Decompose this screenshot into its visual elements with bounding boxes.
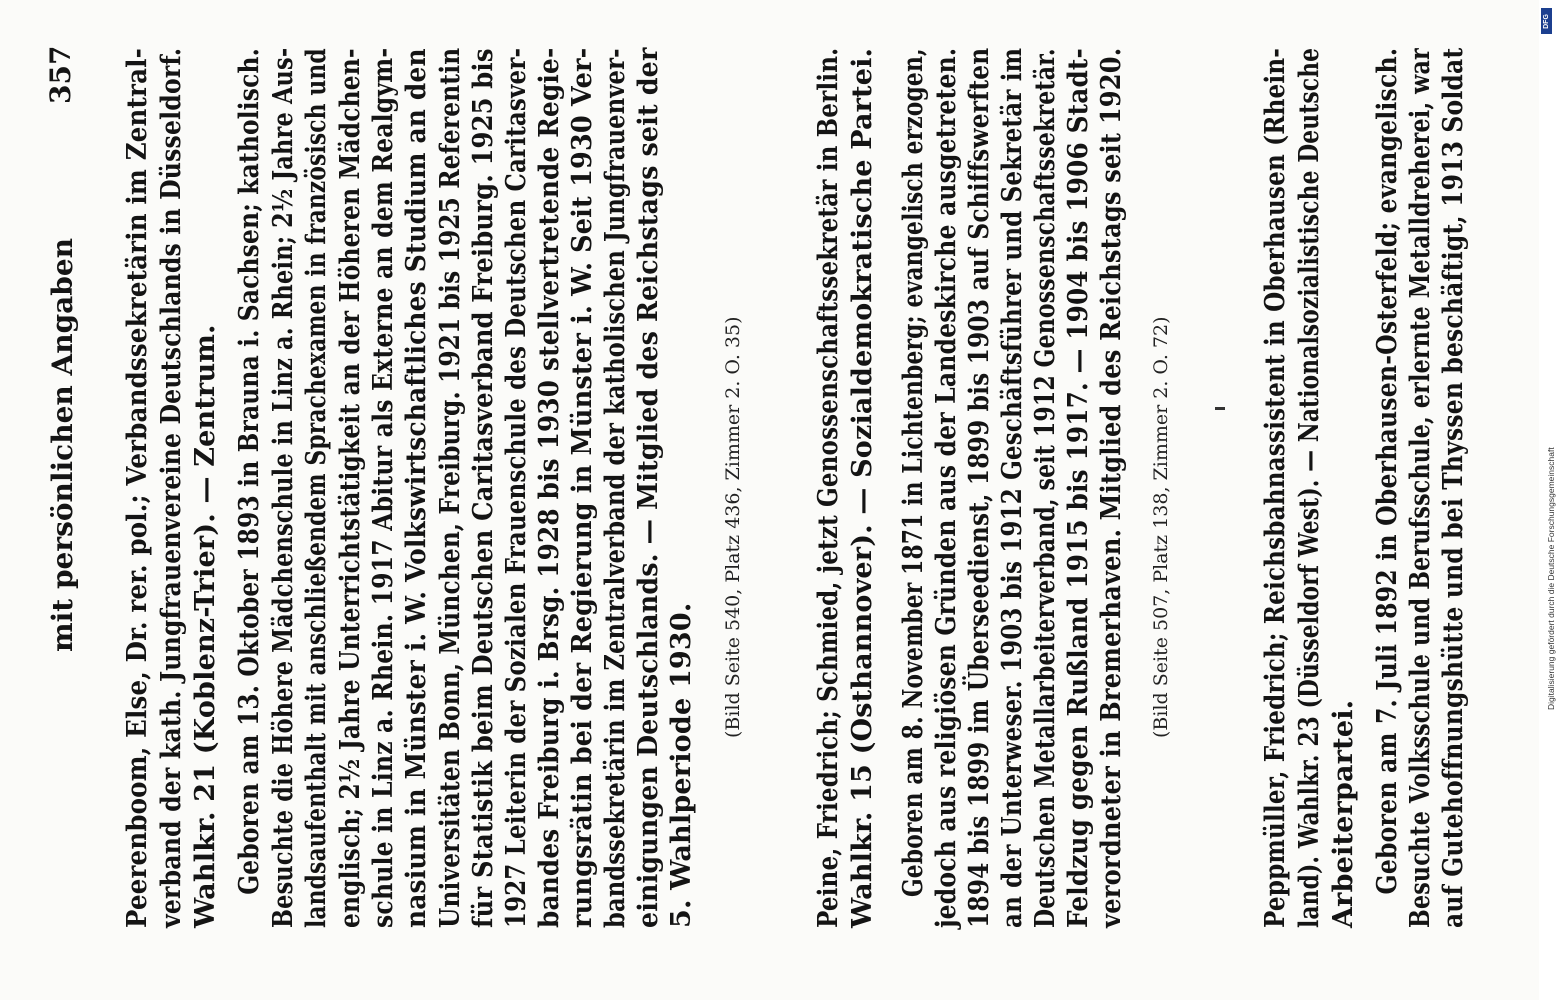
entry-line: rungsrätin bei der Regierung in Münster i. W. Seit 1930 Ver- [567,47,598,928]
entry-line: einigungen Deutschlands. — Mitglied des Reichstags seit der [633,47,664,928]
entry-line: Peerenboom, Else, Dr. rer. pol.; Verbandssekretärin im Zentral- [122,48,153,928]
dfg-logo-text: DFG [1543,13,1550,29]
entry-line: englisch; 2½ Jahre Unterrichtstätigkeit an der Höheren Mädchen- [335,48,366,928]
entry-line: Besuchte Volksschule und Berufsschule, erlernte Metalldreherei, war [1405,48,1436,928]
entry-line: land). Wahlkr. 23 (Düsseldorf West). — Nationalsozialistische Deutsche [1294,47,1325,928]
entry-line: Geboren am 8. November 1871 in Lichtenberg; evangelisch erzogen, [898,48,929,928]
entry-line: an der Unterweser. 1903 bis 1912 Geschäftsführer und Sekretär im [997,47,1028,928]
entry-line: auf Gutehoffnungshütte und bei Thyssen beschäftigt, 1913 Soldat [1438,47,1469,928]
photo-reference-caption: (Bild Seite 540, Platz 436, Zimmer 2. O. 35) [722,316,744,738]
digitization-credit-text: Digitalisierung gefördert durch die Deutsche Forschungsgemeinschaft [1546,447,1556,710]
entry-line: 1894 bis 1899 im Überseedienst, 1899 bis 1903 auf Schiffswerften [964,47,995,928]
entry-line: nasium in Münster i. W. Volkswirtschaftliches Studium an den [401,48,432,928]
entry-line: Arbeiterpartei. [1328,699,1359,928]
print-mark [1215,407,1225,410]
entry-line: Peine, Friedrich; Schmied, jetzt Genossenschaftssekretär in Berlin. [813,47,844,928]
photo-reference-caption: (Bild Seite 507, Platz 138, Zimmer 2. O. 72) [1150,316,1172,738]
entry-line: verband der kath. Jungfrauenvereine Deutschlands in Düsseldorf. [156,47,187,928]
entry-line: landsaufenthalt mit anschließendem Sprachexamen in französisch und [301,48,332,928]
entry-line: Feldzug gegen Rußland 1915 bis 1917. — 1904 bis 1906 Stadt- [1063,48,1094,928]
dfg-logo [1541,8,1552,34]
entry-line: 5. Wahlperiode 1930. [666,602,697,928]
entry-line: bandssekretärin im Zentralverband der katholischen Jungfrauenver- [600,48,631,928]
entry-line: für Statistik beim Deutschen Caritasverband Freiburg. 1925 bis [468,48,499,928]
entry-line: bandes Freiburg i. Brsg. 1928 bis 1930 stellvertretende Regie- [534,47,565,928]
running-header-title: mit persönlichen Angaben [46,237,79,652]
entry-line: 1927 Leiterin der Sozialen Frauenschule des Deutschen Caritasver- [501,47,532,928]
entry-line: Geboren am 7. Juli 1892 in Oberhausen-Osterfeld; evangelisch. [1372,47,1403,928]
entry-line: Deutschen Metallarbeiterverband, seit 1912 Genossenschaftssekretär. [1030,48,1061,928]
entry-line: jedoch aus religiösen Gründen aus der Landeskirche ausgetreten. [931,47,962,928]
entry-line: Peppmüller, Friedrich; Reichsbahnassistent in Oberhausen (Rhein- [1260,47,1291,928]
page-number: 357 [44,45,77,104]
entry-line: schule in Linz a. Rhein. 1917 Abitur als Externe an dem Realgym- [368,47,399,928]
entry-line: Wahlkr. 21 (Koblenz-Trier). — Zentrum. [190,324,221,928]
entry-line: Geboren am 13. Oktober 1893 in Brauna i. Sachsen; katholisch. [234,48,265,928]
entry-line: Besuchte die Höhere Mädchenschule in Linz a. Rhein; 2½ Jahre Aus- [268,47,299,928]
entry-line: Wahlkr. 15 (Osthannover). — Sozialdemokratische Partei. [847,47,878,928]
entry-line: verordneter in Bremerhaven. Mitglied des Reichstags seit 1920. [1096,47,1127,928]
entry-line: Universitäten Bonn, München, Freiburg. 1921 bis 1925 Referentin [435,47,466,928]
